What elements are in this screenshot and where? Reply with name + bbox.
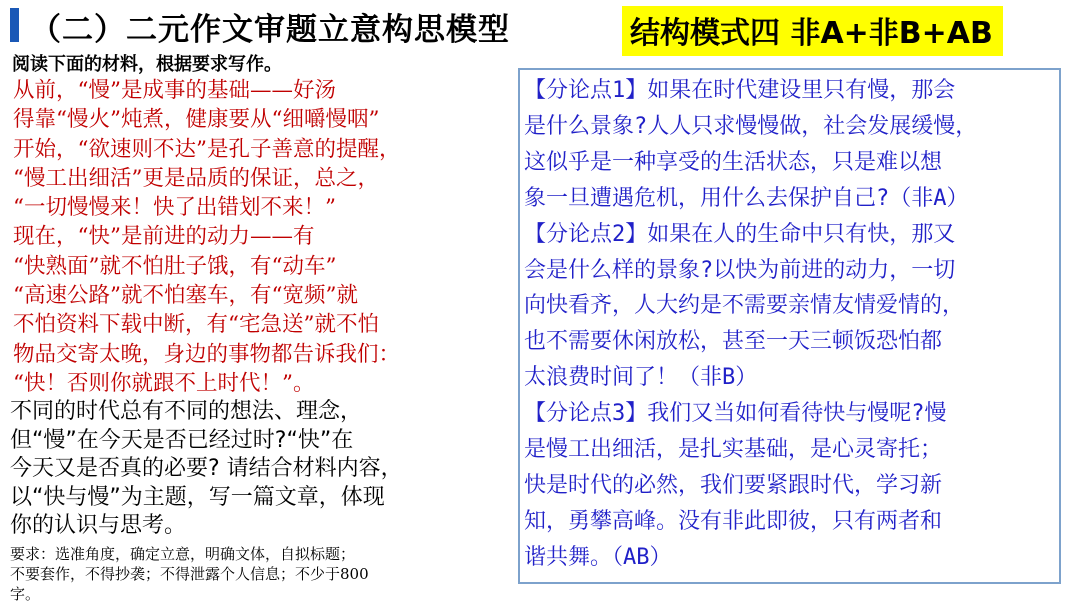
material-line: “快！否则你就跟不上时代！”。 bbox=[13, 370, 315, 396]
material-line: 现在，“快”是前进的动力——有 bbox=[13, 224, 315, 250]
argument-line: 【分论点1】如果在时代建设里只有慢，那会 bbox=[524, 78, 956, 103]
requirement-line: 字。 bbox=[10, 585, 41, 603]
argument-line: 也不需要休闲放松，甚至一天三顿饭恐怕都 bbox=[524, 329, 943, 355]
argument-line: 会是什么样的景象?以快为前进的动力，一切 bbox=[524, 257, 956, 283]
prompt-line: 以“快与慢”为主题，写一篇文章，体现 bbox=[10, 484, 385, 510]
argument-line: 谐共舞。（AB） bbox=[524, 544, 672, 570]
argument-line: 象一旦遭遇危机，用什么去保护自己?（非A） bbox=[524, 185, 969, 211]
prompt-line: 不同的时代总有不同的想法、理念， bbox=[10, 399, 363, 424]
material-line: 从前，“慢”是成事的基础——好汤 bbox=[13, 78, 336, 103]
argument-line: 【分论点2】如果在人的生命中只有快，那又 bbox=[524, 221, 956, 247]
argument-line: 是慢工出细活，是扎实基础，是心灵寄托； bbox=[524, 437, 943, 463]
material-line: “快熟面”就不怕肚子饿，有“动车” bbox=[13, 253, 337, 279]
material-line: 物品交寄太晚，身边的事物都告诉我们： bbox=[13, 341, 401, 367]
requirement-line: 要求：选准角度，确定立意，明确文体，自拟标题； bbox=[10, 545, 356, 563]
argument-line: 这似乎是一种享受的生活状态，只是难以想 bbox=[524, 149, 943, 175]
material-line: “高速公路”就不怕塞车，有“宽频”就 bbox=[13, 283, 358, 309]
prompt-line: 但“慢”在今天是否已经过时?“快”在 bbox=[10, 427, 354, 453]
title-accent-bar bbox=[10, 8, 19, 42]
material-line: “慢工出细活”更是品质的保证，总之， bbox=[13, 165, 379, 191]
material-line: “一切慢慢来！快了出错划不来！” bbox=[13, 195, 336, 221]
sub-arguments bbox=[524, 73, 1060, 576]
argument-line: 太浪费时间了！（非B） bbox=[524, 365, 758, 391]
instruction-text: 阅读下面的材料，根据要求写作。 bbox=[12, 54, 282, 75]
structure-mode-title: 结构模式四 非A+非B+AB bbox=[622, 6, 1003, 56]
argument-line: 是什么景象?人人只求慢慢做，社会发展缓慢， bbox=[524, 113, 978, 139]
argument-line: 快是时代的必然，我们要紧跟时代，学习新 bbox=[524, 472, 943, 498]
requirements bbox=[10, 544, 510, 604]
argument-line: 向快看齐，人大约是不需要亲情友情爱情的， bbox=[524, 293, 965, 319]
requirement-line: 不要套作，不得抄袭；不得泄露个人信息；不少于800 bbox=[10, 565, 369, 583]
material-line: 不怕资料下载中断，有“宅急送”就不怕 bbox=[13, 312, 379, 338]
page-title: （二）二元作文审题立意构思模型 bbox=[30, 12, 510, 48]
argument-line: 【分论点3】我们又当如何看待快与慢呢?慢 bbox=[524, 401, 947, 427]
material-line: 开始，“欲速则不达”是孔子善意的提醒， bbox=[13, 136, 401, 162]
argument-line: 知，勇攀高峰。没有非此即彼，只有两者和 bbox=[524, 508, 943, 534]
prompt-line: 今天又是否真的必要? 请结合材料内容， bbox=[10, 456, 403, 481]
prompt-line: 你的认识与思考。 bbox=[10, 513, 187, 538]
material-line: 得靠“慢火”炖煮，健康要从“细嚼慢咽” bbox=[13, 107, 380, 133]
writing-prompt bbox=[10, 398, 510, 541]
material-passage bbox=[13, 76, 505, 398]
